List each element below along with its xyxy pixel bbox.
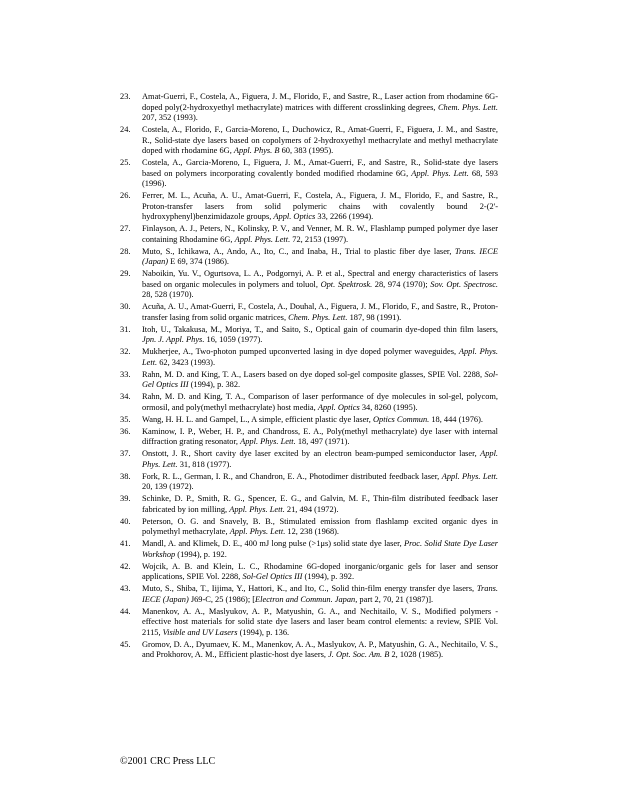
reference-segment: 12, 238 (1968). [285, 527, 340, 537]
reference-text [142, 347, 498, 368]
reference-item [120, 224, 498, 245]
reference-segment: 18, 444 (1976). [429, 414, 483, 424]
reference-segment: 34, 8260 (1995). [359, 402, 418, 412]
reference-segment: Naboikin, Yu. V., Ogurtsova, L. A., Podgornyi, A. P. et al., Spectral and energy characteristics of lasers based on organic molecules in polymers and toluol, [142, 269, 498, 289]
reference-segment: Wang, H. H. L. and Gampel, L., A simple, efficient plastic dye laser, [142, 414, 373, 424]
reference-text [142, 494, 498, 515]
reference-segment: , part 2, 70, 21 (1987)]. [355, 594, 434, 604]
reference-number: 32. [120, 347, 131, 357]
reference-text [142, 392, 498, 413]
reference-number: 24. [120, 125, 131, 135]
reference-segment: Wojcik, A. B. and Klein, L. C., Rhodamine 6G-doped inorganic/organic gels for laser and sensor applications, SPIE Vol. 2288, [142, 561, 498, 582]
reference-text [142, 607, 498, 639]
reference-number: 26. [120, 191, 131, 201]
copyright-footer: ©2001 CRC Press LLC [120, 756, 216, 767]
reference-text [142, 302, 498, 323]
reference-segment: 31, 818 (1977). [177, 459, 232, 469]
reference-item [120, 427, 498, 448]
journal-title: Optics Commun. [372, 414, 430, 424]
reference-text [142, 191, 498, 223]
reference-segment: Rahn, M. D. and King, T. A., Lasers based on dye doped sol-gel composite glasses, SPIE Vol. 2288, [142, 369, 485, 379]
reference-number: 34. [120, 392, 131, 402]
reference-segment: Muto, S., Shiba, T., Iijima, Y., Hattori, K., and Ito, C., Solid thin-film energy transfer dye lasers, [142, 584, 477, 594]
journal-title: Appl. Phys. Lett. [234, 234, 291, 244]
journal-title: Electron and Commun. Japan [255, 594, 356, 604]
reference-item [120, 640, 498, 661]
reference-number: 31. [120, 324, 131, 334]
journal-title: Chem. Phys. Lett. [437, 102, 498, 112]
reference-text [142, 562, 498, 583]
reference-segment: Rahn, M. D. and King, T. A., Comparison of laser performance of dye molecules in sol-gel, polycom, ormosil, and poly(methyl methacrylate) host media, [142, 392, 498, 412]
reference-segment: 16, 1059 (1977). [204, 335, 263, 345]
reference-segment: Manenkov, A. A., Maslyukov, A. P., Matyushin, G. A., and Nechitailo, V. S., Modified polymers - effective host materials for solid state dye lasers and laser beam control elements: a review, SPIE Vol. 2115, [142, 606, 498, 637]
reference-segment: Costela, A., Florido, F., Garcia-Moreno, I., Duchowicz, R., Amat-Guerri, F., Figuera, J. M., and Sastre, R., Solid-state dye lasers based on copolymers of 2-hydroxyethyl methacrylate and methyl methacrylate doped with rhodamine 6G, [142, 125, 498, 156]
reference-text [142, 517, 498, 538]
reference-segment: Gromov, D. A., Dyumaev, K. M., Manenkov, A. A., Maslyukov, A. P., Matyushin, G. A., Nechitailo, V. S., and Prokhorov, A. M., Efficient plastic-host dye lasers, [142, 639, 498, 660]
journal-title: Proc. Solid State Dye Laser Workshop [142, 539, 499, 559]
reference-item [120, 125, 498, 157]
journal-title: Sov. Opt. Spectrosc. [430, 279, 499, 289]
reference-number: 40. [120, 516, 131, 526]
journal-title: Chem. Phys. Lett. [288, 312, 348, 322]
reference-text [142, 415, 498, 426]
reference-segment: 21, 494 (1972). [284, 504, 339, 514]
reference-text [142, 247, 498, 268]
reference-segment: 60, 383 (1995). [279, 146, 334, 156]
reference-item [120, 415, 498, 426]
reference-number: 33. [120, 369, 131, 379]
reference-item [120, 158, 498, 190]
reference-segment: Mukherjee, A., Two-photon pumped upconverted lasing in dye doped polymer waveguides, [142, 347, 459, 357]
reference-item [120, 370, 498, 391]
reference-number: 44. [120, 606, 131, 616]
journal-title: Appl. Phys. Lett. [142, 449, 498, 469]
reference-number: 28. [120, 246, 131, 256]
reference-number: 45. [120, 639, 131, 649]
reference-segment: Onstott, J. R., Short cavity dye laser excited by an electron beam-pumped semiconductor laser, [142, 449, 481, 459]
reference-item [120, 562, 498, 583]
reference-text [142, 640, 498, 661]
reference-number: 30. [120, 302, 131, 312]
reference-segment: 28, 974 (1970); [372, 279, 431, 289]
reference-text [142, 224, 498, 245]
reference-segment: Itoh, U., Takakusa, M., Moriya, T., and Saito, S., Optical gain of coumarin dye-doped thin film lasers, [142, 324, 498, 334]
reference-number: 36. [120, 426, 131, 436]
reference-text [142, 125, 498, 157]
journal-title: Opt. Spektrosk. [320, 279, 373, 289]
journal-title: Appl. Optics [317, 402, 360, 412]
journal-title: Visible and UV Lasers [162, 627, 238, 637]
reference-number: 35. [120, 414, 131, 424]
reference-segment: Costela, A., Garcia-Moreno, I., Figuera, J. M., Amat-Guerri, F., and Sastre, R., Solid-state dye lasers based on polymers incorporating covalently bonded modified rhodamine 6G, [142, 158, 498, 178]
reference-segment: Amat-Guerri, F., Costela, A., Figuera, J. M., Florido, F., and Sastre, R., Laser action from rhodamine 6G-doped poly(2-hydroxyethyl methacrylate) matrices with different crosslinking degrees, [142, 92, 498, 112]
reference-item [120, 517, 498, 538]
reference-segment: 18, 497 (1971). [295, 437, 350, 447]
reference-segment: E 69, 374 (1986). [168, 257, 229, 267]
reference-number: 42. [120, 561, 131, 571]
reference-number: 43. [120, 584, 131, 594]
journal-title: J. Opt. Soc. Am. B [328, 650, 390, 660]
reference-item [120, 347, 498, 368]
reference-item [120, 325, 498, 346]
reference-item [120, 302, 498, 323]
reference-segment: 28, 528 (1970). [142, 290, 194, 300]
reference-segment: (1994), p. 192. [175, 549, 227, 559]
reference-number: 29. [120, 269, 131, 279]
reference-item [120, 494, 498, 515]
reference-item [120, 392, 498, 413]
reference-segment: 20, 139 (1972). [142, 482, 194, 492]
journal-title: Sol-Gel Optics III [142, 369, 498, 390]
reference-segment: 207, 352 (1993). [142, 113, 198, 123]
journal-title: Appl. Optics [273, 212, 316, 222]
reference-segment: 72, 2153 (1997). [290, 234, 349, 244]
reference-text [142, 269, 498, 301]
reference-text [142, 449, 498, 470]
reference-segment: 33, 2266 (1994). [315, 212, 374, 222]
reference-item [120, 247, 498, 268]
reference-text [142, 584, 498, 605]
reference-segment: 187, 98 (1991). [347, 312, 402, 322]
reference-text [142, 370, 498, 391]
reference-number: 38. [120, 471, 131, 481]
reference-segment: Muto, S., Ichikawa, A., Ando, A., Ito, C., and Inaba, H., Trial to plastic fiber dye laser, [142, 246, 455, 256]
reference-item [120, 92, 498, 124]
reference-segment: J69-C, 25 (1986); [ [188, 594, 256, 604]
reference-number: 39. [120, 494, 131, 504]
reference-segment: Kaminow, I. P., Weber, H. P., and Chandross, E. A., Poly(methyl methacrylate) dye laser with internal diffraction grating resonator, [142, 426, 498, 447]
journal-title: Sol-Gel Optics III [242, 572, 303, 582]
reference-item [120, 539, 498, 560]
reference-text [142, 325, 498, 346]
journal-title: Appl. Phys. Lett. [142, 347, 498, 367]
reference-number: 41. [120, 539, 131, 549]
reference-segment: Finlayson, A. J., Peters, N., Kolinsky, P. V., and Venner, M. R. W., Flashlamp pumped polymer dye laser containing Rhodamine 6G, [142, 224, 498, 244]
reference-text [142, 472, 498, 493]
reference-number: 25. [120, 158, 131, 168]
journal-title: Jpn. J. Appl. Phys. [142, 335, 205, 345]
reference-item [120, 269, 498, 301]
reference-text [142, 92, 498, 124]
journal-title: Appl. Phys. Lett. [229, 527, 286, 537]
journal-title: Trans. IECE (Japan) [142, 246, 498, 267]
reference-number: 23. [120, 92, 131, 101]
reference-segment: Fork, R. L., German, I. R., and Chandron, E. A., Photodimer distributed feedback laser, [142, 471, 442, 481]
journal-title: Appl. Phys. B [233, 146, 280, 156]
reference-item [120, 191, 498, 223]
reference-item [120, 472, 498, 493]
reference-segment: Peterson, O. G. and Snavely, B. B., Stimulated emission from flashlamp excited organic dyes in polymethyl methacrylate, [142, 516, 498, 537]
reference-number: 37. [120, 449, 131, 459]
reference-item [120, 607, 498, 639]
reference-item [120, 584, 498, 605]
reference-segment: Acuña, A. U., Amat-Guerri, F., Costela, A., Douhal, A., Figuera, J. M., Florido, F., and Sastre, R., Proton-transfer lasing from solid organic matrices, [142, 302, 498, 322]
journal-title: Trans. IECE (Japan) [142, 584, 498, 604]
reference-list [120, 92, 498, 662]
reference-text [142, 158, 498, 190]
journal-title: Appl. Phys. Lett. [240, 437, 296, 447]
reference-segment: 68, 593 (1996). [142, 168, 498, 189]
reference-segment: 2, 1028 (1985). [389, 650, 444, 660]
journal-title: Appl. Phys. Lett. [229, 504, 285, 514]
reference-segment: Ferrer, M. L., Acuña, A. U., Amat-Guerri, F., Costela, A., Figuera, J. M., Florido, F., and Sastre, R., Proton-transfer lasers from solid polymeric chains with covalently bound 2-(2'-hydroxyphenyl)benzimidazole groups, [142, 191, 498, 222]
journal-title: Appl. Phys. Lett. [441, 471, 498, 481]
reference-segment: (1994), p. 136. [237, 627, 290, 637]
reference-segment: Schinke, D. P., Smith, R. G., Spencer, E. G., and Galvin, M. F., Thin-film distributed feedback laser fabricated by ion milling, [142, 494, 498, 514]
reference-text [142, 539, 498, 560]
reference-number: 27. [120, 224, 131, 234]
reference-segment: 62, 3423 (1993). [157, 357, 216, 367]
reference-text [142, 427, 498, 448]
reference-item [120, 449, 498, 470]
reference-segment: (1994), p. 392. [302, 572, 355, 582]
reference-segment: (1994), p. 382. [188, 380, 241, 390]
reference-segment: Mandl, A. and Klimek, D. E., 400 mJ long pulse (>1μs) solid state dye laser, [142, 539, 405, 549]
journal-title: Appl. Phys. Lett. [411, 168, 469, 178]
